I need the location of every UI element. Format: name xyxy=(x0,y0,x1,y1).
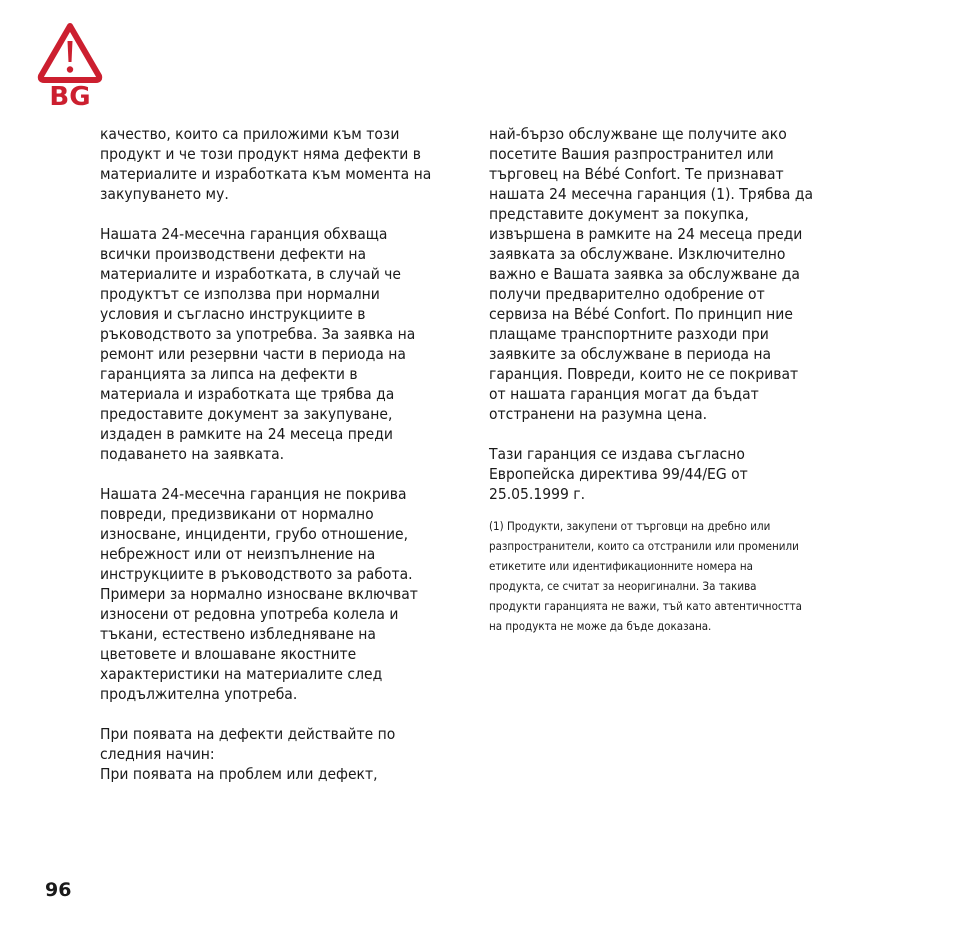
warranty-paragraph: Нашата 24-месечна гаранция обхваща всички производствени дефекти на материалите и изработката, в случай че продуктът се използва при нормални условия и съгласно инструкциите в ръководството за употребва. За заявка на ремонт или резервни части в периода на гаранцията за липса на дефекти в материала и изработката ще трябва да предоставите документ за закупуване, издаден в рамките на 24 месеца преди подаването на заявката. xyxy=(100,225,416,463)
warranty-paragraph: Тази гаранция се издава съгласно Европейска директива 99/44/EG от 25.05.1999 г. xyxy=(489,445,748,503)
right-column xyxy=(489,124,851,648)
language-code: BG xyxy=(49,82,91,112)
warranty-paragraph: Нашата 24-месечна гаранция не покрива повреди, предизвикани от нормално износване, инциденти, грубо отношение, небрежност или от неизпълнение на инструкциите в ръководството за работа. Примери за нормално износване включват износени от редовна употреба колела и тъкани, естествено избледняване на цветовете и влошаване якостните характеристики на материалите след продължителна употреба. xyxy=(100,485,418,703)
warranty-paragraph: При появата на дефекти действайте по следния начин: При появата на проблем или дефект, xyxy=(100,725,396,783)
warranty-paragraph: качество, които са приложими към този продукт и че този продукт няма дефекти в материалите и изработката към момента на закупуването му. xyxy=(100,125,432,203)
page-number: 96 xyxy=(45,879,72,901)
footnote: (1) Продукти, закупени от търговци на дребно или разпространители, които са отстранили или променили етикетите или идентификационните номера на продукта, се считат за неоригинални. За такива продукти гаранцията не важи, тъй като автентичността на продукта не може да бъде доказана. xyxy=(489,519,802,633)
left-column xyxy=(100,124,462,784)
warranty-paragraph: най-бързо обслужване ще получите ако посетите Вашия разпространител или търговец на Bébé Confort. Те признават нашата 24 месечна гаранция (1). Трябва да представите документ за покупка, извършена в рамките на 24 месеца преди заявката за обслужване. Изключително важно е Вашата заявка за обслужване да получи предварително одобрение от сервиза на Bébé Confort. По принцип ние плащаме транспортните разходи при заявките за обслужване в периода на гаранция. Повреди, които не се покриват от нашата гаранция могат да бъдат отстранени на разумна цена. xyxy=(489,125,814,423)
